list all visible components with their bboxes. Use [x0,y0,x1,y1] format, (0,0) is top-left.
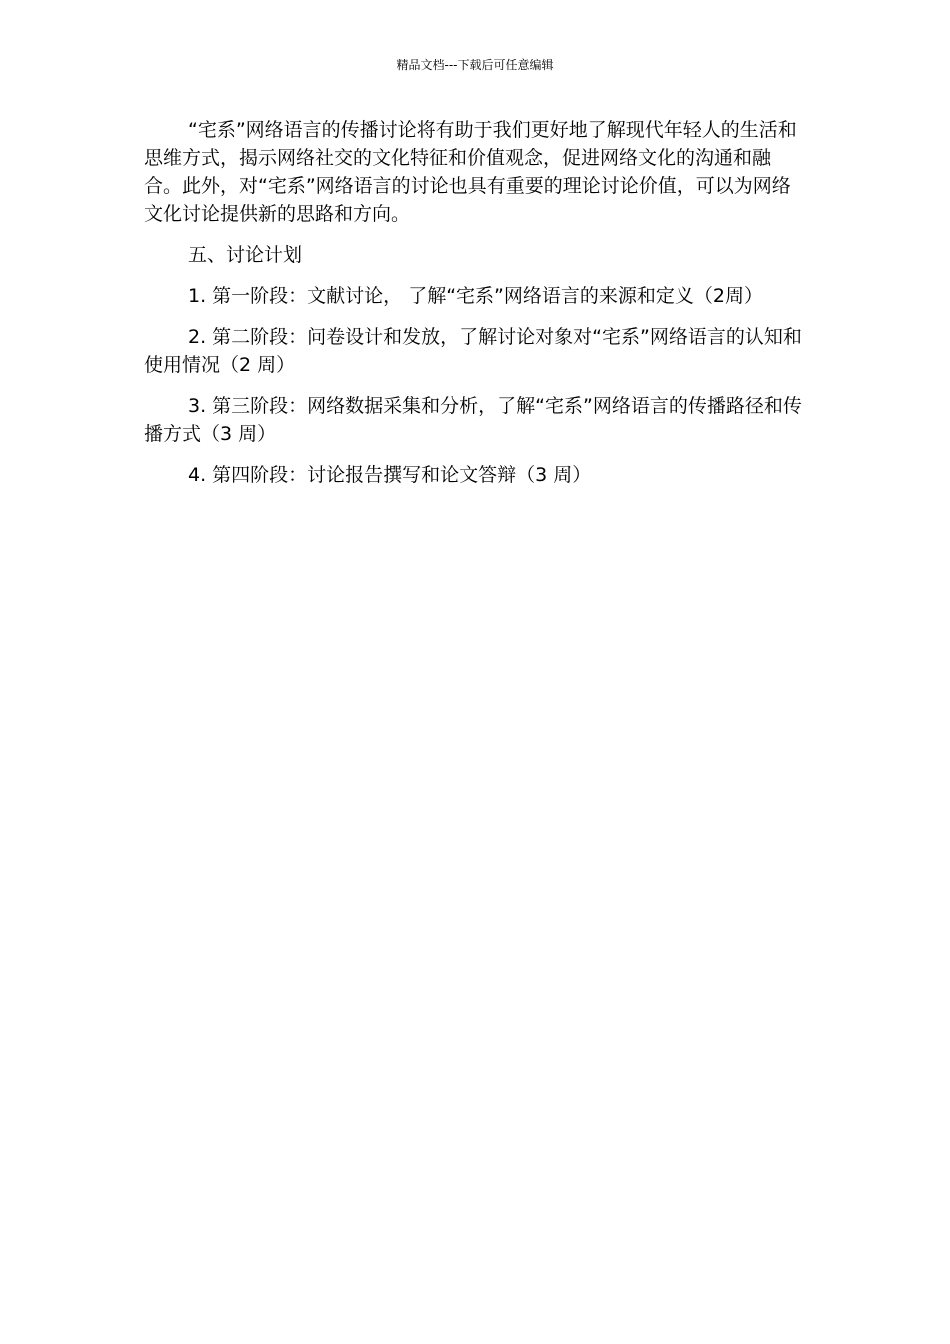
intro-paragraph: “宅系”网络语言的传播讨论将有助于我们更好地了解现代年轻人的生活和思维方式，揭示网络社交的文化特征和价值观念，促进网络文化的沟通和融合。此外，对“宅系”网络语言的讨论也具有重要的理论讨论价值，可以为网络文化讨论提供新的思路和方向。 [144,119,797,225]
plan-item-1: 1. 第一阶段：文献讨论， 了解“宅系”网络语言的来源和定义（2周） [188,285,763,307]
plan-item-4: 4. 第四阶段：讨论报告撰写和论文答辩（3 周） [188,464,592,486]
page-header: 精品文档---下载后可任意编辑 [396,58,554,72]
plan-item-2: 2. 第二阶段：问卷设计和发放，了解讨论对象对“宅系”网络语言的认知和使用情况（2 周） [144,326,802,376]
plan-item-3: 3. 第三阶段：网络数据采集和分析，了解“宅系”网络语言的传播路径和传播方式（3 周） [144,395,802,445]
document-body [144,116,806,502]
section-title: 五、讨论计划 [188,244,303,266]
